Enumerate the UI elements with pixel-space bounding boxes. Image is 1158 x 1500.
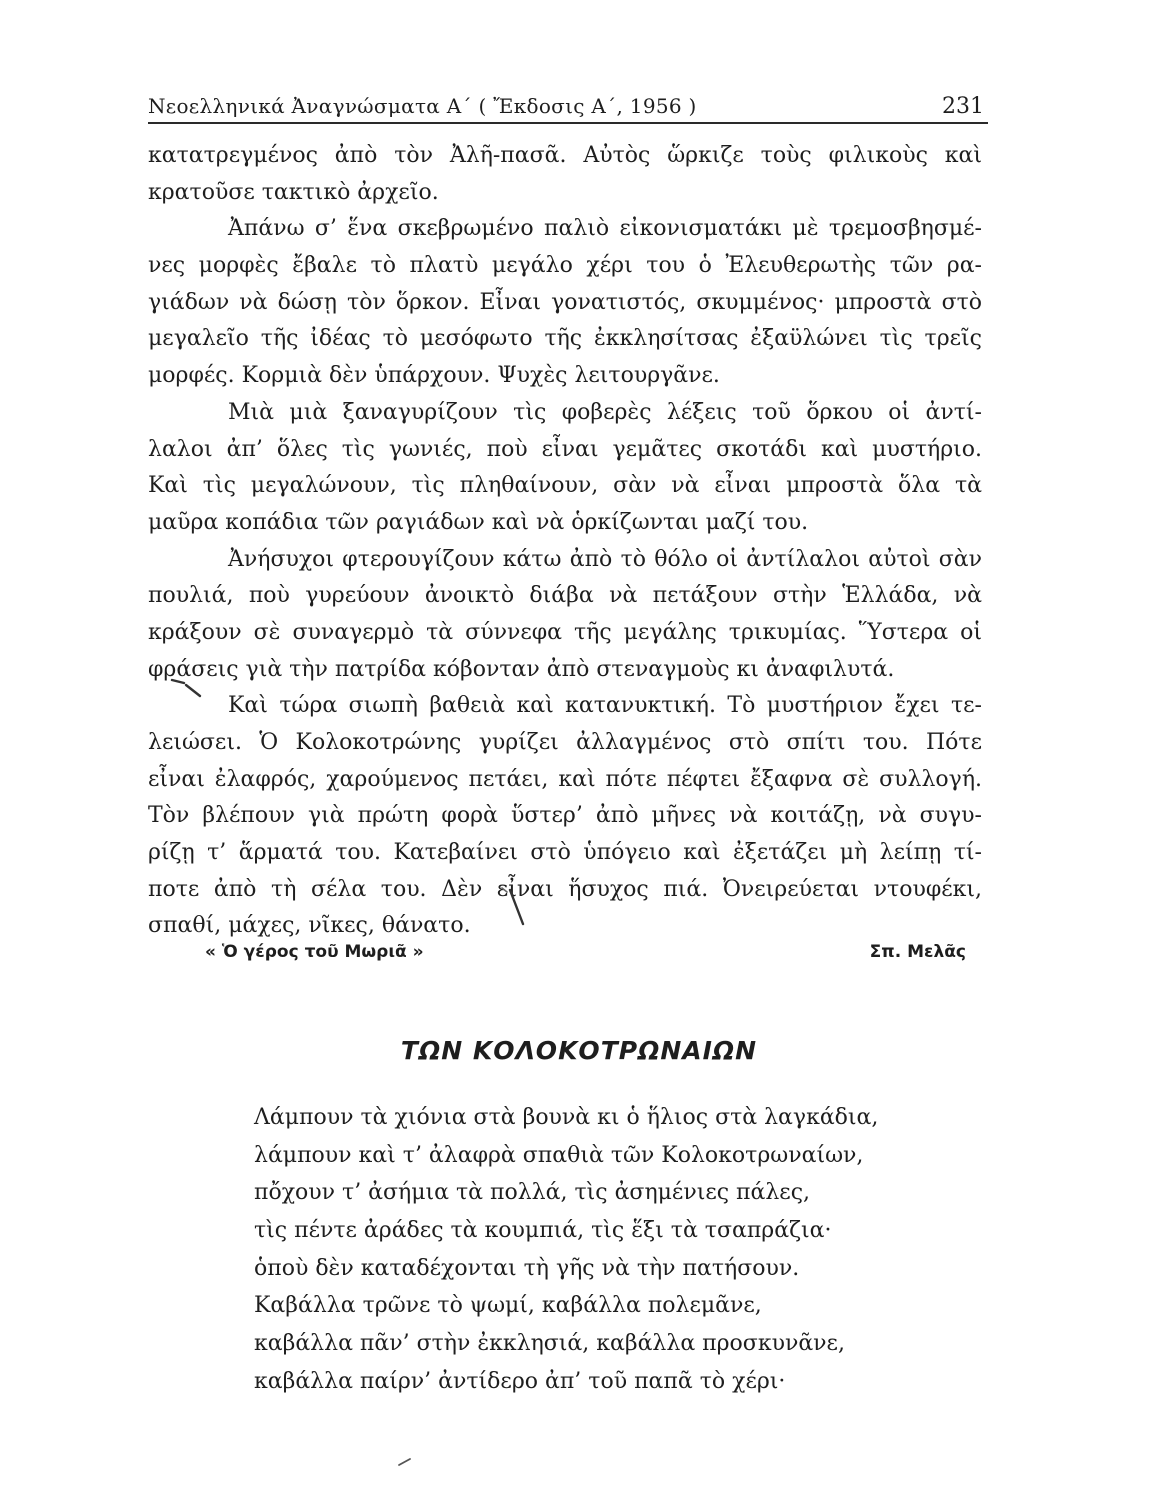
poem-title: ΤΩΝ ΚΟΛΟΚΟΤΡΩΝΑΙΩΝ [400,1036,758,1065]
prose-line: Καὶ τώρα σιωπὴ βαθειὰ καὶ κατανυκτική. Τὸ μυστήριον ἔχει τε- [228,693,982,719]
poem-line: Καβάλλα τρῶνε τὸ ψωμί, καβάλλα πολεμᾶνε, [254,1293,762,1319]
prose-line: φράσεις γιὰ τὴν πατρίδα κόβονταν ἀπὸ στεναγμοὺς κι ἀναφιλυτά. [148,656,895,682]
prose-line: κατατρεγμένος ἀπὸ τὸν Ἀλῆ-πασᾶ. Αὐτὸς ὥρκιζε τοὺς φιλικοὺς καὶ [148,143,982,168]
prose-line: εἶναι ἐλαφρός, χαρούμενος πετάει, καὶ πότε πέφτει ἔξαφνα σὲ συλλογή. [148,766,982,792]
prose-line: λαλοι ἀπ’ ὅλες τὶς γωνιές, ποὺ εἶναι γεμᾶτες σκοτάδι καὶ μυστήριο. [148,436,982,462]
poem-line: πὄχουν τ’ ἀσήμια τὰ πολλά, τὶς ἀσημένιες πάλες, [254,1180,811,1206]
prose-line: πουλιά, ποὺ γυρεύουν ἀνοικτὸ διάβα νὰ πετάξουν στὴν Ἑλλάδα, νὰ [148,583,982,609]
prose-line: Ἀνήσυχοι φτερουγίζουν κάτω ἀπὸ τὸ θόλο οἱ ἀντίλαλοι αὐτοὶ σὰν [228,546,982,572]
prose-line: Καὶ τὶς μεγαλώνουν, τὶς πληθαίνουν, σὰν νὰ εἶναι μπροστὰ ὅλα τὰ [148,473,982,499]
prose-line: κράξουν σὲ συναγερμὸ τὰ σύννεφα τῆς μεγάλης τρικυμίας. Ὕστερα οἱ [148,619,982,645]
source-citation: « Ὁ γέρος τοῦ Μωριᾶ » [205,942,424,962]
smudge-mark-icon [396,1455,416,1469]
poem-line: τὶς πέντε ἀράδες τὰ κουμπιά, τὶς ἕξι τὰ τσαπράζια· [254,1218,832,1244]
poem-line: Λάμπουν τὰ χιόνια στὰ βουνὰ κι ὁ ἥλιος στὰ λαγκάδια, [254,1105,879,1130]
prose-line: γιάδων νὰ δώσῃ τὸν ὅρκον. Εἶναι γονατιστός, σκυμμένος· μπροστὰ στὸ [148,289,982,315]
prose-line: μορφές. Κορμιὰ δὲν ὑπάρχουν. Ψυχὲς λειτουργᾶνε. [148,363,720,389]
pencil-mark-icon [170,676,210,702]
prose-line: κρατοῦσε τακτικὸ ἀρχεῖο. [148,179,439,205]
book-title: Νεοελληνικά Ἀναγνώσματα Α΄ ( Ἔκδοσις Α΄, 1956 ) [148,94,697,118]
prose-line: ρίζῃ τ’ ἅρματά του. Κατεβαίνει στὸ ὑπόγειο καὶ ἐξετάζει μὴ λείπῃ τί- [148,840,982,866]
header-rule [148,122,988,124]
page-number: 231 [942,94,984,119]
author-credit: Σπ. Μελᾶς [869,942,966,962]
poem-line: καβάλλα πᾶν’ στὴν ἐκκλησιά, καβάλλα προσκυνᾶνε, [254,1331,845,1357]
prose-line: λειώσει. Ὁ Κολοκοτρώνης γυρίζει ἀλλαγμένος στὸ σπίτι του. Πότε [148,730,982,755]
prose-line: ποτε ἀπὸ τὴ σέλα του. Δὲν εἶναι ἥσυχος πιά. Ὀνειρεύεται ντουφέκι, [148,876,982,902]
prose-line: Τὸν βλέπουν γιὰ πρώτη φορὰ ὕστερ’ ἀπὸ μῆνες νὰ κοιτάζῃ, νὰ συγυ- [148,803,982,829]
running-header [148,92,988,126]
poem-line: καβάλλα παίρν’ ἀντίδερο ἀπ’ τοῦ παπᾶ τὸ χέρι· [254,1368,786,1394]
prose-passage [148,138,982,945]
prose-line: μαῦρα κοπάδια τῶν ραγιάδων καὶ νὰ ὁρκίζωνται μαζί του. [148,509,809,535]
poem-stanza [254,1099,878,1401]
pencil-mark-icon [496,884,526,930]
prose-line: σπαθί, μάχες, νῖκες, θάνατο. [148,913,471,939]
prose-line: μεγαλεῖο τῆς ἰδέας τὸ μεσόφωτο τῆς ἐκκλησίτσας ἐξαϋλώνει τὶς τρεῖς [148,326,982,352]
prose-line: Μιὰ μιὰ ξαναγυρίζουν τὶς φοβερὲς λέξεις τοῦ ὅρκου οἱ ἀντί- [228,399,982,425]
prose-line: νες μορφὲς ἔβαλε τὸ πλατὺ μεγάλο χέρι του ὁ Ἐλευθερωτὴς τῶν ρα- [148,253,982,279]
prose-line: Ἀπάνω σ’ ἕνα σκεβρωμένο παλιὸ εἰκονισματάκι μὲ τρεμοσβησμέ- [228,216,982,242]
poem-line: ὁποὺ δὲν καταδέχονται τὴ γῆς νὰ τὴν πατήσουν. [254,1255,800,1281]
poem-line: λάμπουν καὶ τ’ ἀλαφρὰ σπαθιὰ τῶν Κολοκοτρωναίων, [254,1142,864,1168]
